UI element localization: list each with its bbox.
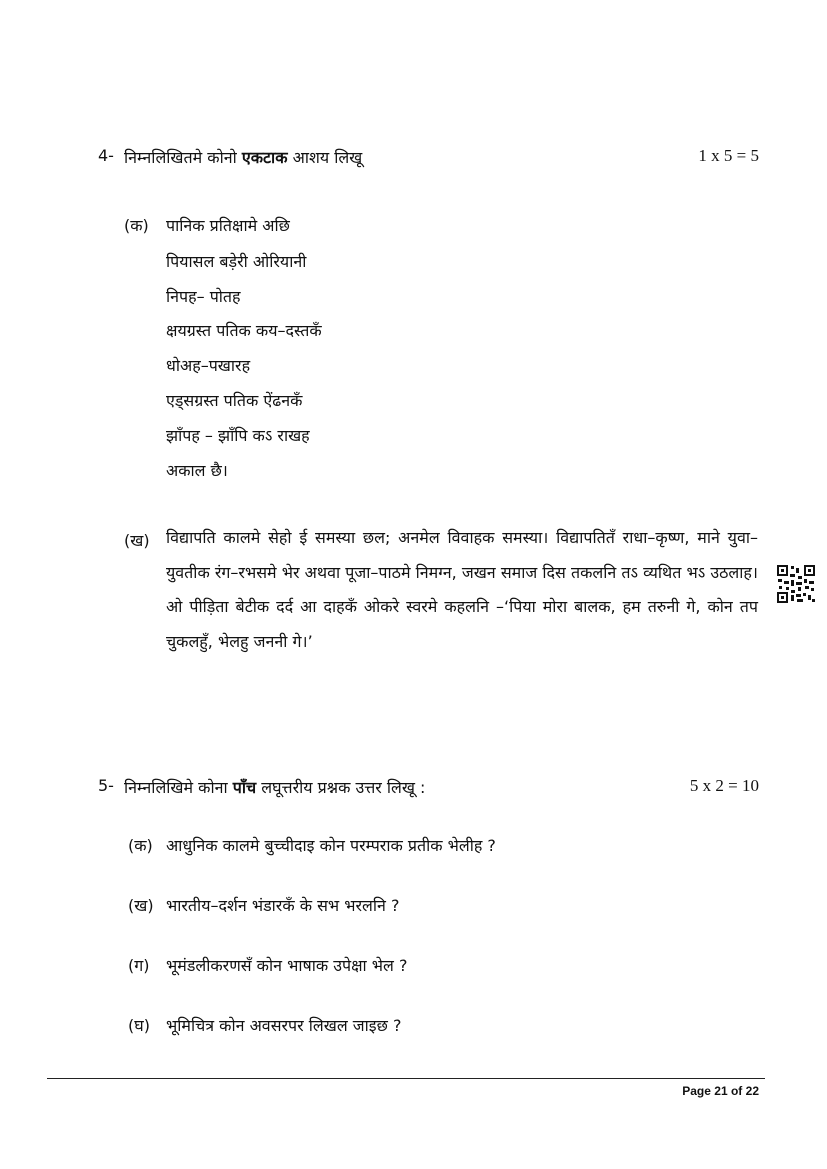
poem-line: एड्सग्रस्त पतिक ऐंढनकँ [166, 391, 303, 410]
question-4-text-before: निम्नलिखितमे कोनो [124, 148, 237, 167]
list-item: भारतीय–दर्शन भंडारकँ के सभ भरलनि ? [166, 896, 400, 915]
list-item: भूमिचित्र कोन अवसरपर लिखल जाइछ ? [166, 1016, 402, 1035]
list-item: भूमंडलीकरणसँ कोन भाषाक उपेक्षा भेल ? [166, 956, 408, 975]
list-item-label: (घ) [128, 1016, 150, 1035]
list-item: आधुनिक कालमे बुच्चीदाइ कोन परम्पराक प्रतीक भेलीह ? [166, 836, 496, 855]
page-total: 22 [745, 1084, 759, 1098]
question-4-marks: 1 x 5 = 5 [698, 146, 759, 165]
question-4-text-after: आशय लिखू [292, 148, 363, 167]
poem-line: झाँपह – झाँपि कऽ राखह [166, 426, 310, 445]
poem-line: अकाल छै। [166, 461, 228, 480]
qr-code-icon [776, 564, 816, 604]
poem-line: पानिक प्रतिक्षामे अछि [166, 216, 290, 235]
option-kha-label: (ख) [124, 531, 150, 550]
list-item-label: (ग) [128, 956, 150, 975]
question-5-number: 5- [98, 776, 114, 795]
option-kha-paragraph: विद्यापति कालमे सेहो ई समस्या छल; अनमेल विवाहक समस्या। विद्यापतितँ राधा–कृष्ण, माने युवा–युवतीक रंग–रभसमे भेर अथवा पूजा–पाठमे निमग्न, जखन समाज दिस तकलनि तऽ व्यथित भऽ उठलाह। ओ पीड़िता बेटीक दर्द आ दाहकँ ओकरे स्वरमे कहलनि –‘पिया मोरा बालक, हम तरुनी गे, कोन तप चुकलहुँ, भेलहु जननी गे।’ [166, 528, 758, 651]
list-item-label: (ख) [128, 896, 154, 915]
page-word: Page [682, 1084, 711, 1098]
question-4-text [124, 146, 362, 168]
question-5-text-before: निम्नलिखिमे कोना [124, 778, 228, 797]
question-4-bold-word: एकटाक [241, 148, 288, 167]
question-5-bold-word: पाँच [232, 778, 257, 797]
page-number [682, 1084, 759, 1098]
page-current: 21 [714, 1084, 728, 1098]
footer-divider [47, 1078, 765, 1079]
option-ka-label: (क) [124, 216, 149, 235]
poem-line: पियासल बड़ेरी ओरियानी [166, 252, 307, 271]
poem-line: धोअह–पखारह [166, 356, 251, 375]
page-of-word: of [730, 1084, 743, 1098]
list-item-label: (क) [128, 836, 153, 855]
question-5-text-after: लघूत्तरीय प्रश्नक उत्तर लिखू : [261, 778, 426, 797]
question-5-text [124, 776, 425, 798]
question-4-number: 4- [98, 146, 114, 165]
question-5-marks: 5 x 2 = 10 [689, 776, 759, 795]
poem-line: निपह– पोतह [166, 287, 241, 306]
poem-line: क्षयग्रस्त पतिक कय–दस्तकँ [166, 321, 322, 340]
